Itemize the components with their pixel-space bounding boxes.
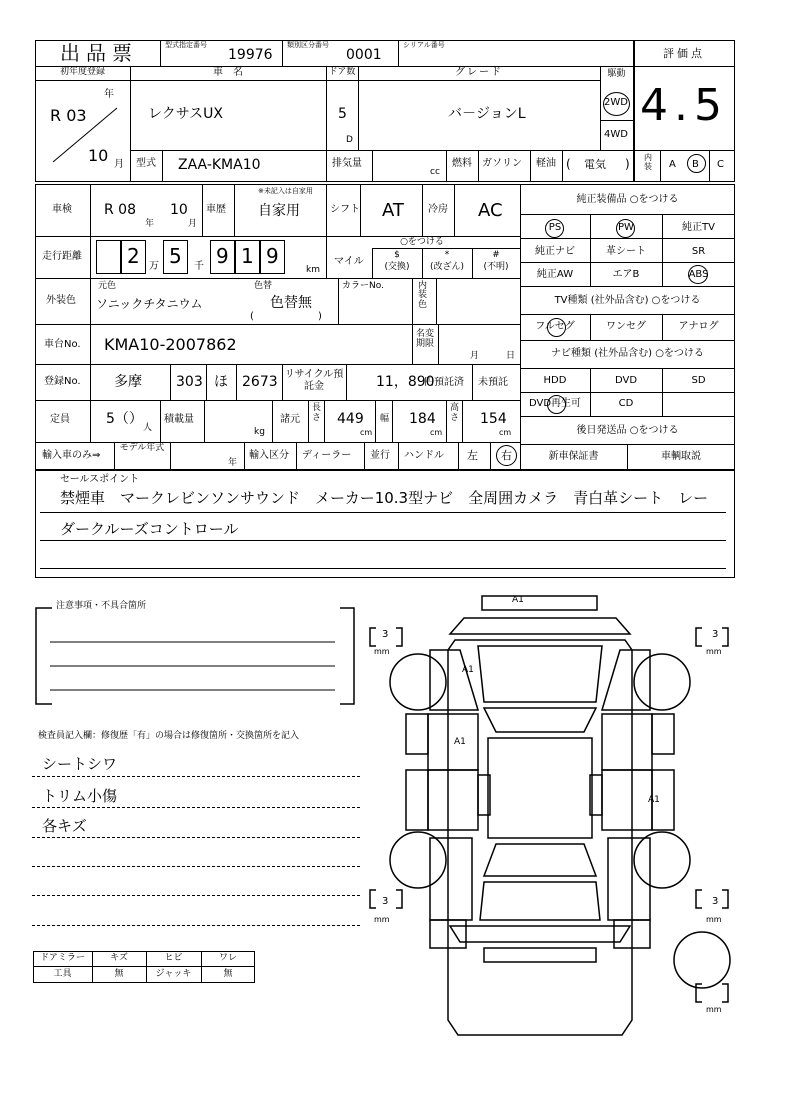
mileage-digit: 2 <box>127 244 140 268</box>
damage-a1-bumper: A1 <box>512 595 524 605</box>
kit-header-break: ワレ <box>218 953 237 963</box>
repaint-paren-right: ) <box>318 311 322 322</box>
displacement-label: 排気量 <box>332 158 362 169</box>
equip-airbag: エアB <box>612 269 640 280</box>
import-label: 輸入車のみ⇒ <box>42 450 101 461</box>
recycle-label: リサイクル預託金 <box>284 369 344 392</box>
inspector-note-2: トリム小傷 <box>42 787 118 805</box>
name-change-day: 日 <box>506 351 516 361</box>
navi-dvd: DVD <box>614 375 638 386</box>
interior-color-label: 内装色 <box>418 281 428 310</box>
rating-value: 4.5 <box>640 80 728 131</box>
tread-fr-mm: mm <box>706 647 722 656</box>
sales-line-1: 禁煙車 マークレビンソンサウンド メーカー10.3型ナビ 全周囲カメラ 青白革シート レー <box>60 489 709 507</box>
exterior-label: 外装色 <box>46 295 76 306</box>
doors-label: ドア数 <box>328 67 356 77</box>
displacement-unit: cc <box>430 167 440 177</box>
door-type: D <box>346 135 353 145</box>
mileage-digit: 1 <box>241 244 254 268</box>
equip-tv: 純正TV <box>682 222 715 233</box>
shift-label: シフト <box>330 204 360 215</box>
genuine-title: 純正装備品 ○をつける <box>576 194 679 205</box>
history-note: ※未記入は自家用 <box>258 187 313 195</box>
exchange-label: (交換) <box>384 262 410 272</box>
height-cm: cm <box>499 428 512 437</box>
mileage-label: 走行距離 <box>42 251 82 262</box>
notes-label: 注意事項・不具合箇所 <box>56 601 147 611</box>
height: 154 <box>480 411 507 427</box>
recycle-unit: 円預託済 <box>424 377 464 388</box>
rating-label: 評価点 <box>663 47 705 60</box>
navi-dvd-play: DVD再生可 <box>528 398 582 409</box>
fuel-electric: 電気 <box>584 158 606 171</box>
equip-abs: ABS <box>688 269 709 280</box>
first-reg-label: 初年度登録 <box>59 67 105 77</box>
interior-label: 内装 <box>644 153 652 171</box>
tread-rl-mm: mm <box>374 915 390 924</box>
tread-fl: 3 <box>382 629 389 640</box>
kit-header-mirror: ドアミラー <box>40 953 85 963</box>
inspection-month-unit: 月 <box>188 219 198 229</box>
navi-title: ナビ種類 (社外品含む) ○をつける <box>551 348 704 359</box>
mileage-km: km <box>306 265 320 275</box>
name-change-label: 名変期限 <box>416 329 435 349</box>
inspection-label: 車検 <box>52 204 72 215</box>
model: ZAA-KMA10 <box>178 157 261 173</box>
tread-fl-mm: mm <box>374 647 390 656</box>
car-name: レクサスUX <box>148 106 223 122</box>
month-unit: 月 <box>114 159 124 170</box>
tv-analog: アナログ <box>678 321 719 332</box>
mileage-check-label: ○をつける <box>400 237 444 247</box>
tamper-label: (改ざん) <box>429 262 465 272</box>
inspector-note-3: 各キズ <box>42 817 87 835</box>
category: 0001 <box>346 47 382 63</box>
history: 自家用 <box>258 203 300 219</box>
tread-rr: 3 <box>712 896 719 907</box>
unknown-symbol: # <box>492 250 500 260</box>
navi-hdd: HDD <box>543 375 567 386</box>
repaint-paren-left: ( <box>250 311 254 322</box>
page-title: 出品票 <box>60 41 138 65</box>
mileage-digit: 9 <box>266 244 279 268</box>
model-year-unit: 年 <box>228 458 238 468</box>
exchange-symbol: $ <box>394 250 400 260</box>
grade: バ－ジョンL <box>448 106 526 122</box>
recycle-amount: 11，890 <box>376 374 435 390</box>
year-unit: 年 <box>104 89 114 100</box>
model-label: 型式 <box>136 158 156 169</box>
kit-jack: ジャッキ <box>155 969 192 979</box>
dims-label: 諸元 <box>280 414 300 425</box>
chassis-label: 車台No. <box>44 339 81 350</box>
tv-title: TV種類 (社外品含む) ○をつける <box>554 295 701 306</box>
kit-jack-value: 無 <box>223 969 233 979</box>
mileage-man-unit: 万 <box>149 261 159 272</box>
tread-rr-mm: mm <box>706 915 722 924</box>
notes-bracket <box>30 601 360 710</box>
height-label: 高さ <box>450 403 460 423</box>
sales-line-2: ダークルーズコントロール <box>60 520 239 538</box>
plate-number: 2673 <box>242 374 278 390</box>
width-cm: cm <box>430 428 443 437</box>
import-dealer: ディーラー <box>302 450 352 461</box>
inspection-month: 10 <box>170 202 188 218</box>
post-warranty: 新車保証書 <box>548 451 599 462</box>
kit-header-scratch: キズ <box>110 953 128 963</box>
drive-4wd: 4WD <box>604 129 628 140</box>
recycle-unpaid: 未預託 <box>478 377 508 388</box>
post-manual: 車輌取説 <box>661 451 701 462</box>
post-title: 後日発送品 ○をつける <box>576 425 679 436</box>
capacity-label: 定員 <box>50 414 70 425</box>
damage-a1-rear-door: A1 <box>648 795 660 805</box>
tread-spare-mm: mm <box>706 1005 722 1014</box>
import-parallel: 並行 <box>370 450 390 461</box>
length: 449 <box>337 411 364 427</box>
color-no-label: カラーNo. <box>342 281 384 291</box>
equip-navi: 純正ナビ <box>535 246 575 257</box>
equip-sr: SR <box>691 246 706 257</box>
first-reg-month: 10 <box>88 146 109 165</box>
equip-leather: 革シート <box>606 246 646 257</box>
category-label: 類別区分番号 <box>287 41 329 49</box>
interior-c: C <box>717 159 724 170</box>
tread-rl: 3 <box>382 896 389 907</box>
damage-a1-fender: A1 <box>462 665 474 675</box>
damage-a1-door: A1 <box>454 737 466 747</box>
car-name-label: 車 名 <box>213 67 243 78</box>
sales-label: セールスポイント <box>60 474 140 485</box>
orig-color: ソニックチタニウム <box>96 297 203 311</box>
fuel-label: 燃料 <box>452 158 472 169</box>
tamper-symbol: * <box>444 250 450 260</box>
repaint: 色替無 <box>270 295 312 311</box>
type-spec: 19976 <box>228 47 273 63</box>
shift: AT <box>382 200 404 221</box>
navi-cd: CD <box>618 398 634 409</box>
ac: AC <box>478 200 503 221</box>
load-unit: kg <box>254 427 265 437</box>
tv-oneseg: ワンセグ <box>606 321 646 332</box>
inspector-note-1: シートシワ <box>42 755 118 773</box>
handle-label: ハンドル <box>404 450 444 461</box>
drive-label: 駆動 <box>607 69 626 79</box>
tv-fullseg: フルセグ <box>535 321 575 332</box>
equip-pw: PW <box>618 222 634 233</box>
fuel-paren-right: ) <box>625 157 630 171</box>
name-change-month: 月 <box>470 351 480 361</box>
plate-label: 登録No. <box>44 376 81 387</box>
plate-area: 多摩 <box>114 374 142 390</box>
kit-header-crack: ヒビ <box>164 953 183 963</box>
mileage-mile: マイル <box>334 256 364 267</box>
navi-sd: SD <box>691 375 706 386</box>
capacity: 5（） <box>106 411 143 427</box>
history-label: 車歴 <box>206 204 226 215</box>
length-cm: cm <box>360 428 373 437</box>
model-year-label: モデル年式 <box>119 443 165 453</box>
load-label: 積載量 <box>164 414 194 425</box>
kit-tools-value: 無 <box>114 969 124 979</box>
orig-color-label: 元色 <box>98 281 117 291</box>
handle-left: 左 <box>467 449 478 462</box>
capacity-unit: 人 <box>143 423 153 433</box>
chassis-number: KMA10-2007862 <box>104 335 237 354</box>
first-reg-era: R 03 <box>50 106 87 125</box>
handle-right: 右 <box>501 449 512 462</box>
inspection-year-unit: 年 <box>145 219 155 229</box>
type-spec-label: 型式指定番号 <box>165 41 207 49</box>
import-type-label: 輸入区分 <box>249 450 289 461</box>
inspection-era: R 08 <box>104 202 136 218</box>
fuel-gasoline: ガソリン <box>482 158 522 169</box>
fuel-diesel: 軽油 <box>536 158 556 169</box>
length-label: 長さ <box>312 403 322 423</box>
ac-label: 冷房 <box>428 204 448 215</box>
repaint-label: 色替 <box>254 281 273 291</box>
inspector-label: 検査員記入欄：修復歴「有」の場合は修復箇所・交換箇所を記入 <box>38 731 300 741</box>
tread-fr: 3 <box>712 629 719 640</box>
car-diagram <box>360 590 750 1070</box>
serial-label: シリアル番号 <box>403 41 445 49</box>
width: 184 <box>409 411 436 427</box>
plate-kana: ほ <box>214 374 228 390</box>
doors: 5 <box>338 106 347 122</box>
equip-aw: 純正AW <box>536 269 574 280</box>
plate-class: 303 <box>176 374 203 390</box>
mileage-sen-unit: 千 <box>194 261 204 272</box>
mileage-digit: 5 <box>169 244 182 268</box>
fuel-paren-left: ( <box>566 157 571 171</box>
drive-2wd: 2WD <box>604 97 628 108</box>
grade-label: グレード <box>455 67 503 78</box>
interior-b: B <box>692 159 699 170</box>
unknown-label: (不明) <box>483 262 509 272</box>
first-reg-slash <box>45 100 125 170</box>
width-label: 幅 <box>380 414 390 424</box>
mileage-digit: 9 <box>216 244 229 268</box>
equip-ps: PS <box>548 222 562 233</box>
kit-tools: 工具 <box>53 969 72 979</box>
interior-a: A <box>669 159 676 170</box>
